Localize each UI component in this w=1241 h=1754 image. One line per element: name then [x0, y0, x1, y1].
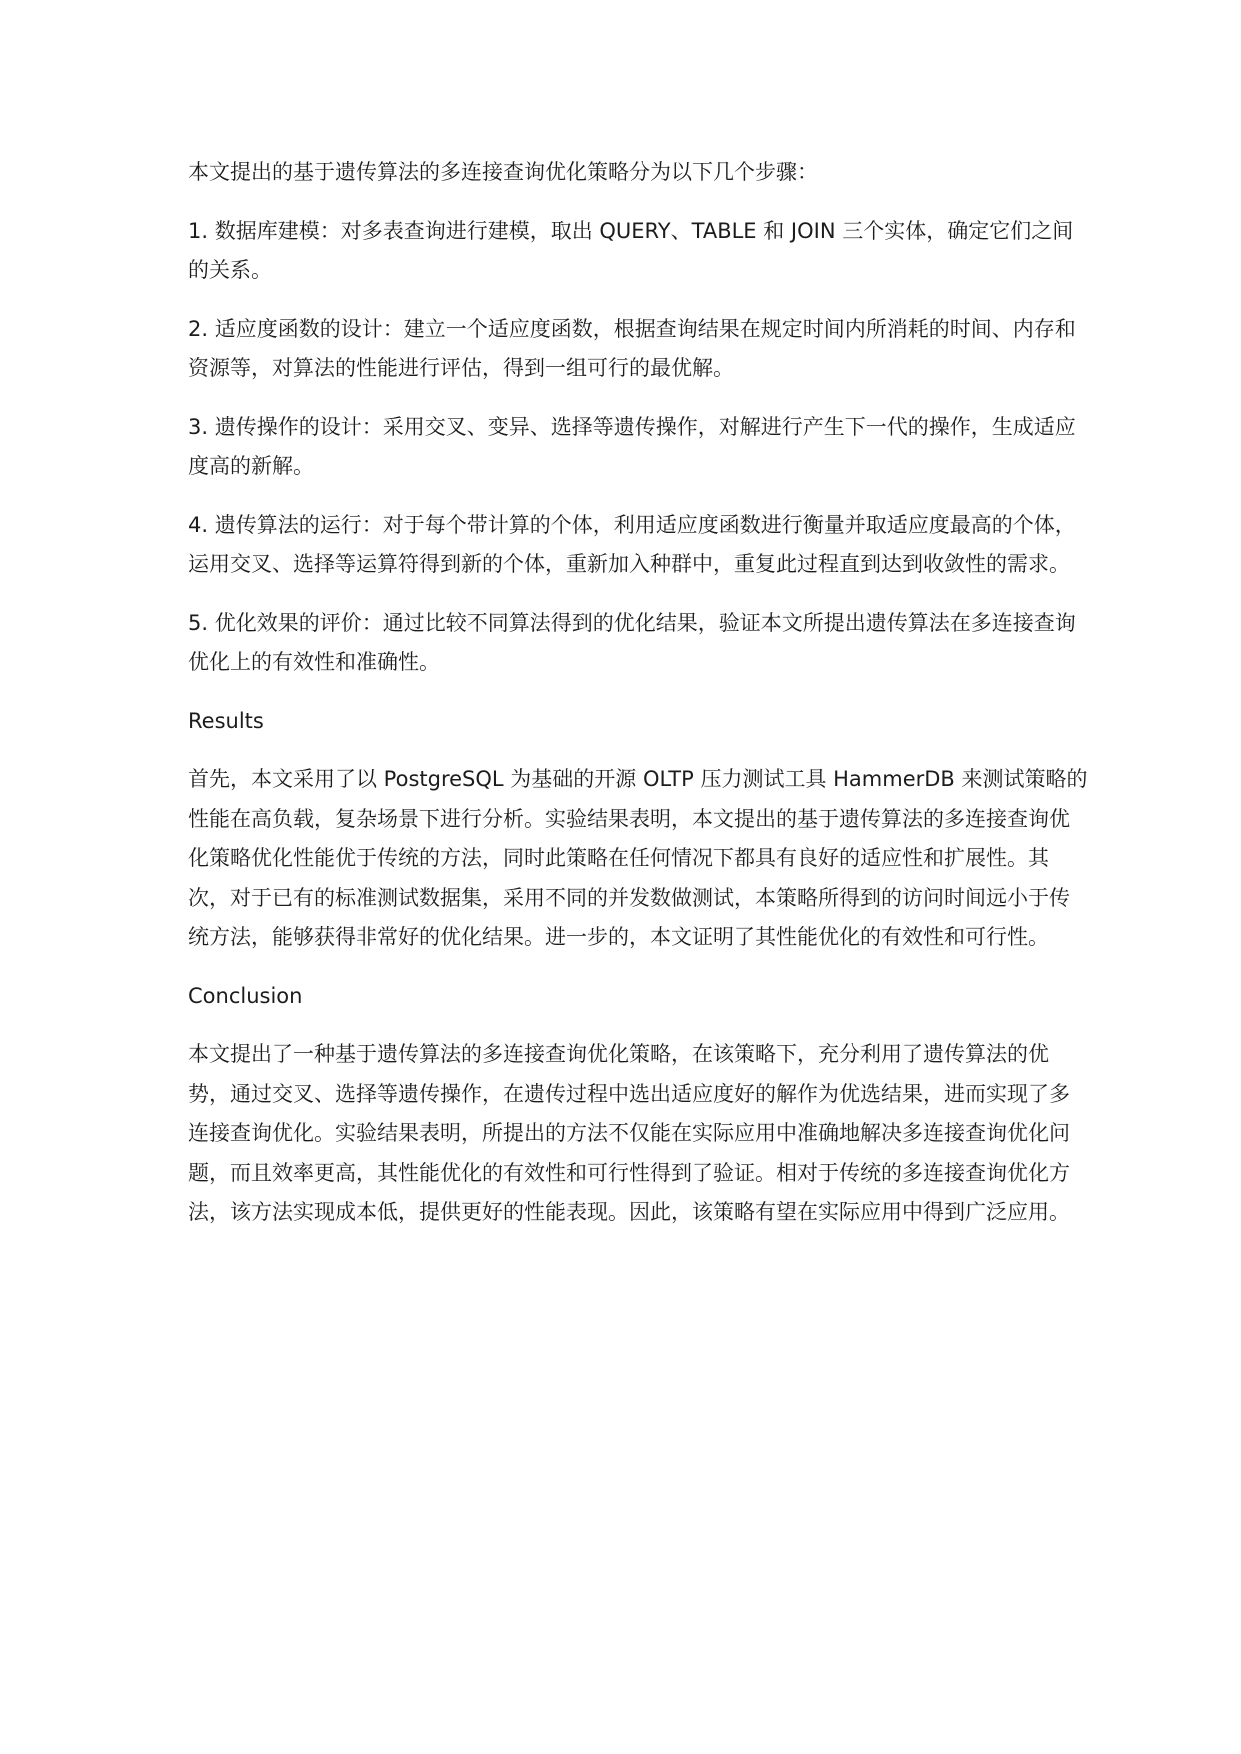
step-2: 2. 适应度函数的设计：建立一个适应度函数，根据查询结果在规定时间内所消耗的时间、内存和资源等，对算法的性能进行评估，得到一组可行的最优解。 — [188, 316, 1076, 380]
step-1: 1. 数据库建模：对多表查询进行建模，取出 QUERY、TABLE 和 JOIN 三个实体，确定它们之间的关系。 — [188, 218, 1074, 282]
conclusion-heading: Conclusion — [188, 983, 303, 1008]
step-3: 3. 遗传操作的设计：采用交叉、变异、选择等遗传操作，对解进行产生下一代的操作，生成适应度高的新解。 — [188, 414, 1076, 478]
results-paragraph: 首先，本文采用了以 PostgreSQL 为基础的开源 OLTP 压力测试工具 HammerDB 来测试策略的性能在高负载，复杂场景下进行分析。实验结果表明，本文提出的基于遗传算法的多连接查询优化策略优化性能优于传统的方法，同时此策略在任何情况下都具有良好的适应性和扩展性。其次，对于已有的标准测试数据集，采用不同的并发数做测试，本策略所得到的访问时间远小于传统方法，能够获得非常好的优化结果。进一步的，本文证明了其性能优化的有效性和可行性。 — [188, 767, 1088, 949]
step-5: 5. 优化效果的评价：通过比较不同算法得到的优化结果，验证本文所提出遗传算法在多连接查询优化上的有效性和准确性。 — [188, 610, 1076, 674]
step-4: 4. 遗传算法的运行：对于每个带计算的个体，利用适应度函数进行衡量并取适应度最高的个体，运用交叉、选择等运算符得到新的个体，重新加入种群中，重复此过程直到达到收敛性的需求。 — [188, 512, 1076, 576]
results-heading: Results — [188, 708, 264, 733]
intro-paragraph: 本文提出的基于遗传算法的多连接查询优化策略分为以下几个步骤： — [188, 160, 818, 184]
document-body — [188, 153, 1088, 1252]
conclusion-paragraph: 本文提出了一种基于遗传算法的多连接查询优化策略，在该策略下，充分利用了遗传算法的优势，通过交叉、选择等遗传操作，在遗传过程中选出适应度好的解作为优选结果，进而实现了多连接查询优化。实验结果表明，所提出的方法不仅能在实际应用中准确地解决多连接查询优化问题，而且效率更高，其性能优化的有效性和可行性得到了验证。相对于传统的多连接查询优化方法，该方法实现成本低，提供更好的性能表现。因此，该策略有望在实际应用中得到广泛应用。 — [188, 1042, 1070, 1224]
